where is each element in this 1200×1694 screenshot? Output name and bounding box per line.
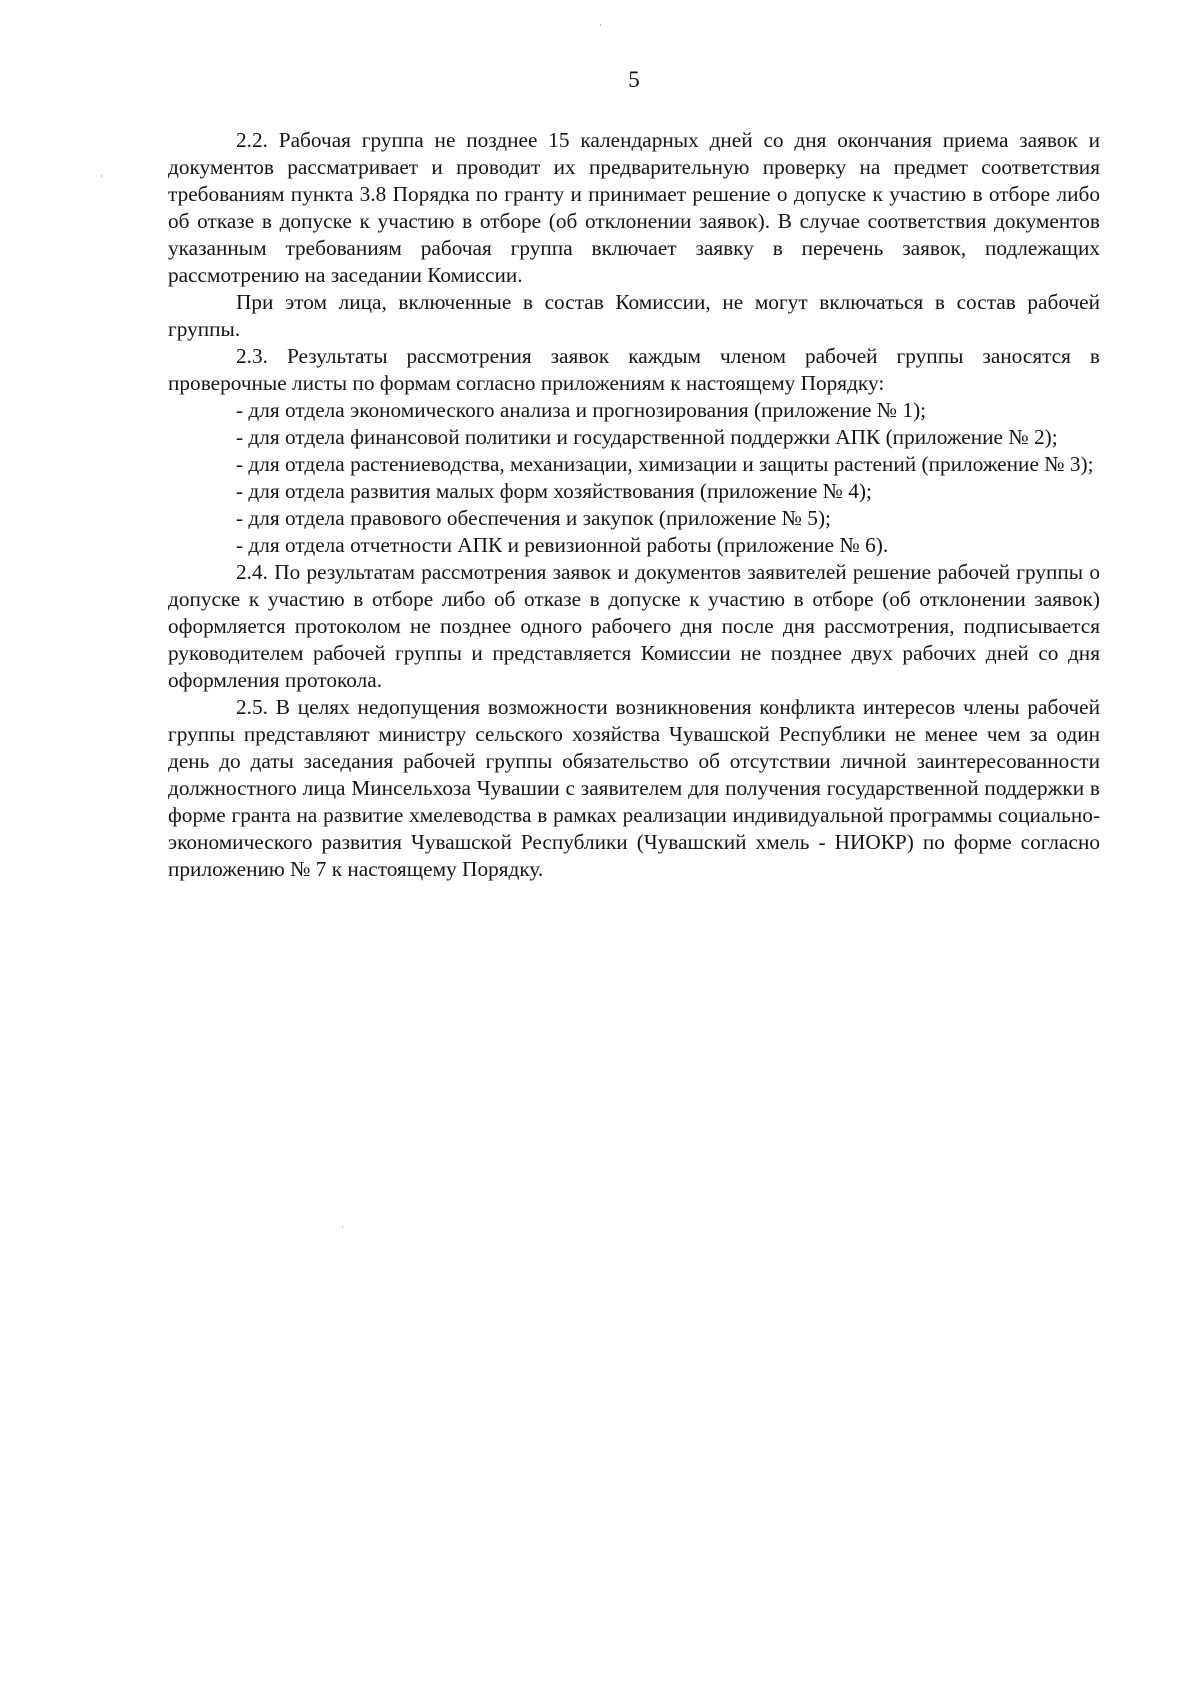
list-item: - для отдела развития малых форм хозяйствования (приложение № 4); — [236, 479, 872, 503]
list-item: - для отдела правового обеспечения и закупок (приложение № 5); — [236, 506, 831, 530]
paragraph-2-5: 2.5. В целях недопущения возможности возникновения конфликта интересов члены рабочей группы представляют министру сельского хозяйства Чувашской Республики не менее чем за один день до даты заседания рабочей группы обязательство об отсутствии личной заинтересованности должностного лица Минсельхоза Чувашии с заявителем для получения государственной поддержки в форме гранта на развитие хмелеводства в рамках реализации индивидуальной программы социально-экономического развития Чувашской Республики (Чувашский хмель - НИОКР) по форме согласно приложению № 7 к настоящему Порядку. — [168, 695, 1100, 881]
paragraph-2-4: 2.4. По результатам рассмотрения заявок и документов заявителей решение рабочей группы о допуске к участию в отборе либо об отказе в допуске к участию в отборе (об отклонении заявок) оформляется протоколом не позднее одного рабочего дня после дня рассмотрения, подписывается руководителем рабочей группы и представляется Комиссии не позднее двух рабочих дней со дня оформления протокола. — [168, 560, 1100, 692]
paragraph-commission-note: При этом лица, включенные в состав Комиссии, не могут включаться в состав рабочей группы. — [168, 290, 1100, 341]
paragraph-2-3: 2.3. Результаты рассмотрения заявок каждым членом рабочей группы заносятся в проверочные листы по формам согласно приложениям к настоящему Порядку: — [168, 344, 1100, 395]
paragraph-2-2: 2.2. Рабочая группа не позднее 15 календарных дней со дня окончания приема заявок и документов рассматривает и проводит их предварительную проверку на предмет соответствия требованиям пункта 3.8 Порядка по гранту и принимает решение о допуске к участию в отборе либо об отказе в допуске к участию в отборе (об отклонении заявок). В случае соответствия документов указанным требованиям рабочая группа включает заявку в перечень заявок, подлежащих рассмотрению на заседании Комиссии. — [168, 128, 1100, 287]
list-item: - для отдела отчетности АПК и ревизионной работы (приложение № 6). — [236, 533, 889, 557]
page-number: 5 — [628, 67, 640, 92]
document-body — [168, 127, 1100, 883]
list-item: - для отдела экономического анализа и прогнозирования (приложение № 1); — [236, 398, 927, 422]
scan-artifact — [342, 1226, 343, 1228]
list-item: - для отдела финансовой политики и государственной поддержки АПК (приложение № 2); — [236, 425, 1058, 449]
list-item: - для отдела растениеводства, механизации, химизации и защиты растений (приложение № 3); — [236, 452, 1094, 476]
scan-artifact — [600, 24, 601, 26]
scan-artifact — [101, 175, 102, 177]
